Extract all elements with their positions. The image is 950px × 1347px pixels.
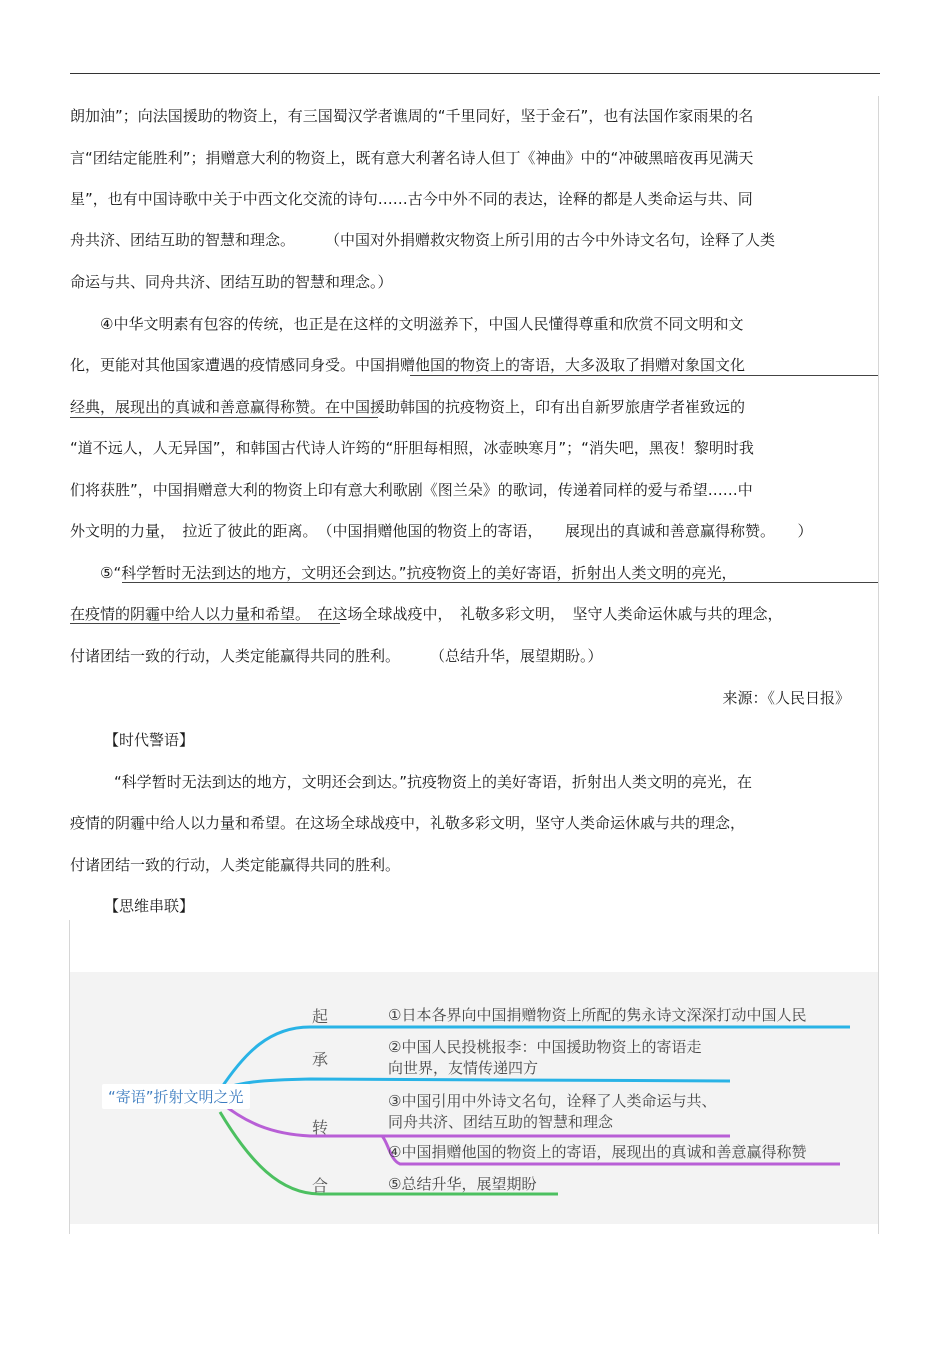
warning-line: 疫情的阴霾中给人以力量和希望。在这场全球战疫中，礼敬多彩文明，坚守人类命运休戚与共的理念， <box>70 814 746 832</box>
warning-line: “科学暂时无法到达的地方，文明还会到达。”抗疫物资上的美好寄语，折射出人类文明的亮光，在 <box>114 773 753 791</box>
article-line: 星”，也有中国诗歌中关于中西文化交流的诗句……古今中外不同的表达，诠释的都是人类命运与共、同 <box>70 190 753 208</box>
branch-item: ③中国引用中外诗文名句，诠释了人类命运与共、 <box>388 1092 717 1110</box>
mindmap-heading: 【思维串联】 <box>104 897 195 915</box>
branch-item: 同舟共济、团结互助的智慧和理念 <box>388 1113 614 1131</box>
underline-mark <box>70 623 340 624</box>
underline-mark <box>122 582 878 583</box>
article-line: 外文明的力量， 拉近了彼此的距离。 （中国捐赠他国的物资上的寄语， 展现出的真诚和善意赢得称赞。 ） <box>70 522 813 540</box>
article-line: 在疫情的阴霾中给人以力量和希望。 在这场全球战疫中， 礼敬多彩文明， 坚守人类命运休戚与共的理念， <box>70 605 783 623</box>
article-line: 命运与共、同舟共济、团结互助的智慧和理念。） <box>70 273 393 291</box>
header-rule <box>70 73 880 74</box>
article-line: ⑤“科学暂时无法到达的地方，文明还会到达。”抗疫物资上的美好寄语，折射出人类文明的亮光， <box>70 564 737 582</box>
warning-heading: 【时代警语】 <box>104 731 195 749</box>
article-line: 言“团结定能胜利”；捐赠意大利的物资上，既有意大利著名诗人但丁《神曲》中的“冲破黑暗夜再见满天 <box>70 149 754 167</box>
page-border-right <box>878 96 879 1234</box>
article-line: 朗加油”；向法国援助的物资上，有三国蜀汉学者谯周的“千里同好，坚于金石”，也有法国作家雨果的名 <box>70 107 754 125</box>
branch-item: 向世界，友情传递四方 <box>388 1059 539 1077</box>
warning-line: 付诸团结一致的行动，人类定能赢得共同的胜利。 <box>70 856 401 874</box>
article-line: 付诸团结一致的行动，人类定能赢得共同的胜利。 （总结升华，展望期盼。） <box>70 647 603 665</box>
branch-item: ②中国人民投桃报李：中国援助物资上的寄语走 <box>388 1038 702 1056</box>
article-source: 来源：《人民日报》 <box>722 689 850 707</box>
underline-mark <box>70 417 378 418</box>
article-line: 化，更能对其他国家遭遇的疫情感同身受。中国捐赠他国的物资上的寄语，大多汲取了捐赠对象国文化 <box>70 356 746 374</box>
branch-key-he: 合 <box>312 1176 329 1195</box>
branch-key-qi: 起 <box>312 1007 329 1026</box>
article-line: 经典，展现出的真诚和善意赢得称赞。在中国援助韩国的抗疫物资上，印有出自新罗旅唐学者崔致远的 <box>70 398 746 416</box>
mindmap-center: “寄语”折射文明之光 <box>102 1084 250 1109</box>
article-line: 舟共济、团结互助的智慧和理念。 （中国对外捐赠救灾物资上所引用的古今中外诗文名句，诠释了人类 <box>70 231 776 249</box>
branch-item: ①日本各界向中国捐赠物资上所配的隽永诗文深深打动中国人民 <box>388 1006 807 1024</box>
mindmap <box>70 972 878 1224</box>
branch-key-cheng: 承 <box>312 1050 329 1069</box>
branch-item: ④中国捐赠他国的物资上的寄语，展现出的真诚和善意赢得称赞 <box>388 1143 807 1161</box>
article-line: 们将获胜”，中国捐赠意大利的物资上印有意大利歌剧《图兰朵》的歌词，传递着同样的爱与希望……中 <box>70 481 753 499</box>
article-line: “道不远人，人无异国”，和韩国古代诗人许筠的“肝胆每相照，冰壶映寒月”；“消失吧，黑夜！黎明时我 <box>70 439 754 457</box>
branch-key-zhuan: 转 <box>312 1118 329 1137</box>
branch-line-cheng <box>220 1079 730 1090</box>
branch-item: ⑤总结升华，展望期盼 <box>388 1175 537 1193</box>
underline-mark <box>410 375 878 376</box>
article-line: ④中华文明素有包容的传统，也正是在这样的文明滋养下，中国人民懂得尊重和欣赏不同文明和文 <box>70 315 744 333</box>
